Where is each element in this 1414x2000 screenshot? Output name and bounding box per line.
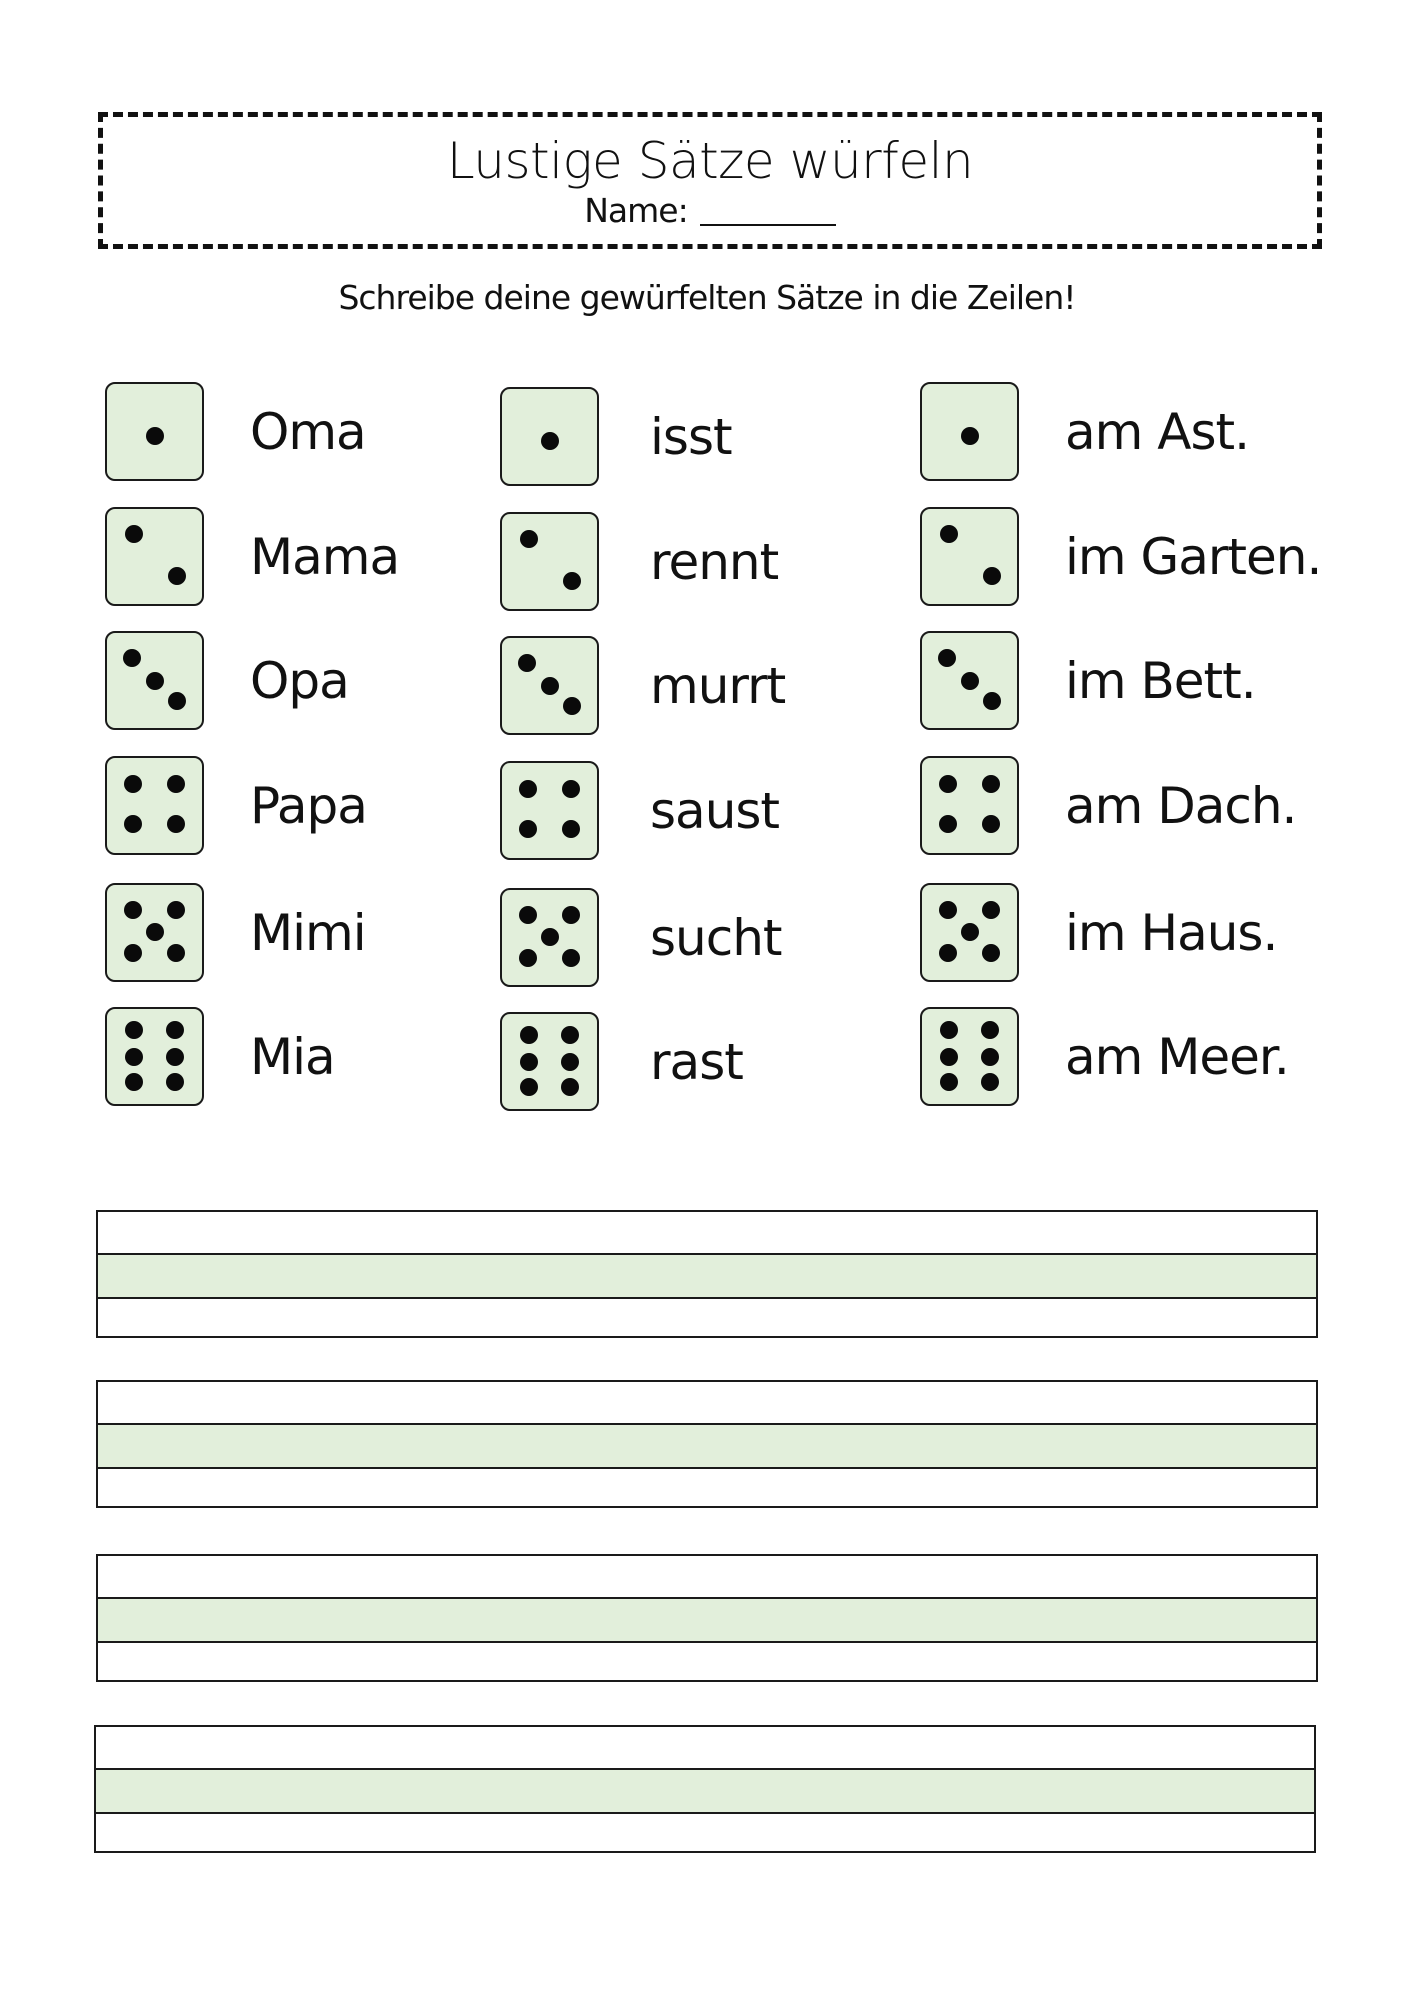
- die-pip: [167, 815, 185, 833]
- die-pip: [168, 567, 186, 585]
- die-pip: [166, 1048, 184, 1066]
- die-pip: [167, 775, 185, 793]
- writing-line-midband: [98, 1597, 1316, 1643]
- die-face-6-icon: [920, 1007, 1019, 1106]
- die-pip: [124, 815, 142, 833]
- die-pip: [981, 1048, 999, 1066]
- die-pip: [561, 1078, 579, 1096]
- word-label: saust: [650, 782, 780, 840]
- die-pip: [520, 1026, 538, 1044]
- die-pip: [520, 1078, 538, 1096]
- die-pip: [961, 427, 979, 445]
- writing-line-midband: [98, 1253, 1316, 1299]
- name-blank[interactable]: [700, 224, 836, 226]
- writing-line-midband: [98, 1423, 1316, 1469]
- writing-line[interactable]: [94, 1725, 1316, 1853]
- die-pip: [146, 672, 164, 690]
- die-pip: [961, 672, 979, 690]
- die-face-3-icon: [920, 631, 1019, 730]
- die-pip: [168, 692, 186, 710]
- die-pip: [519, 820, 537, 838]
- die-pip: [939, 944, 957, 962]
- word-label: Opa: [250, 652, 349, 710]
- writing-line[interactable]: [96, 1554, 1318, 1682]
- die-pip: [146, 427, 164, 445]
- die-pip: [519, 906, 537, 924]
- writing-line[interactable]: [96, 1380, 1318, 1508]
- word-label: rennt: [650, 533, 779, 591]
- die-pip: [562, 906, 580, 924]
- die-pip: [124, 901, 142, 919]
- word-label: sucht: [650, 909, 782, 967]
- word-label: am Ast.: [1065, 403, 1249, 461]
- die-pip: [938, 649, 956, 667]
- die-pip: [167, 944, 185, 962]
- word-label: Mama: [250, 528, 400, 586]
- die-pip: [940, 525, 958, 543]
- die-face-5-icon: [500, 888, 599, 987]
- die-pip: [541, 432, 559, 450]
- die-pip: [940, 1073, 958, 1091]
- die-pip: [166, 1073, 184, 1091]
- die-pip: [939, 901, 957, 919]
- page-title: Lustige Sätze würfeln: [446, 132, 974, 190]
- die-face-6-icon: [500, 1012, 599, 1111]
- die-pip: [939, 815, 957, 833]
- die-pip: [983, 567, 1001, 585]
- die-pip: [961, 923, 979, 941]
- die-pip: [982, 901, 1000, 919]
- die-pip: [562, 780, 580, 798]
- die-face-5-icon: [105, 883, 204, 982]
- writing-line-midband: [96, 1768, 1314, 1814]
- die-pip: [125, 1021, 143, 1039]
- die-pip: [146, 923, 164, 941]
- die-pip: [123, 649, 141, 667]
- die-pip: [561, 1053, 579, 1071]
- die-pip: [519, 780, 537, 798]
- die-pip: [981, 1073, 999, 1091]
- die-pip: [125, 1073, 143, 1091]
- die-face-2-icon: [920, 507, 1019, 606]
- die-face-2-icon: [500, 512, 599, 611]
- name-field[interactable]: [103, 191, 1317, 231]
- word-label: Mimi: [250, 904, 366, 962]
- die-pip: [167, 901, 185, 919]
- die-face-1-icon: [500, 387, 599, 486]
- die-face-6-icon: [105, 1007, 204, 1106]
- die-face-2-icon: [105, 507, 204, 606]
- name-label: Name:: [584, 191, 688, 230]
- word-label: Papa: [250, 777, 367, 835]
- writing-line[interactable]: [96, 1210, 1318, 1338]
- word-label: Oma: [250, 403, 366, 461]
- die-pip: [940, 1048, 958, 1066]
- die-pip: [541, 928, 559, 946]
- die-pip: [982, 775, 1000, 793]
- word-label: rast: [650, 1033, 743, 1091]
- word-label: am Dach.: [1065, 777, 1297, 835]
- die-face-4-icon: [920, 756, 1019, 855]
- die-pip: [520, 530, 538, 548]
- die-pip: [983, 692, 1001, 710]
- die-pip: [124, 775, 142, 793]
- die-pip: [981, 1021, 999, 1039]
- die-pip: [561, 1026, 579, 1044]
- die-pip: [125, 1048, 143, 1066]
- die-pip: [939, 775, 957, 793]
- instruction-text: Schreibe deine gewürfelten Sätze in die Zeilen!: [338, 278, 1076, 317]
- word-label: im Haus.: [1065, 904, 1278, 962]
- word-label: am Meer.: [1065, 1028, 1289, 1086]
- word-label: im Bett.: [1065, 652, 1256, 710]
- die-face-4-icon: [105, 756, 204, 855]
- die-face-4-icon: [500, 761, 599, 860]
- word-label: im Garten.: [1065, 528, 1322, 586]
- die-pip: [520, 1053, 538, 1071]
- die-pip: [562, 820, 580, 838]
- die-face-3-icon: [500, 636, 599, 735]
- die-pip: [518, 654, 536, 672]
- die-pip: [982, 944, 1000, 962]
- die-pip: [982, 815, 1000, 833]
- die-pip: [166, 1021, 184, 1039]
- die-pip: [563, 697, 581, 715]
- die-face-5-icon: [920, 883, 1019, 982]
- word-label: isst: [650, 408, 732, 466]
- die-pip: [940, 1021, 958, 1039]
- die-face-1-icon: [105, 382, 204, 481]
- die-pip: [541, 677, 559, 695]
- die-pip: [519, 949, 537, 967]
- die-face-1-icon: [920, 382, 1019, 481]
- die-pip: [562, 949, 580, 967]
- word-label: murrt: [650, 657, 786, 715]
- word-label: Mia: [250, 1028, 335, 1086]
- die-face-3-icon: [105, 631, 204, 730]
- die-pip: [563, 572, 581, 590]
- title-box: [98, 112, 1322, 249]
- die-pip: [124, 944, 142, 962]
- die-pip: [125, 525, 143, 543]
